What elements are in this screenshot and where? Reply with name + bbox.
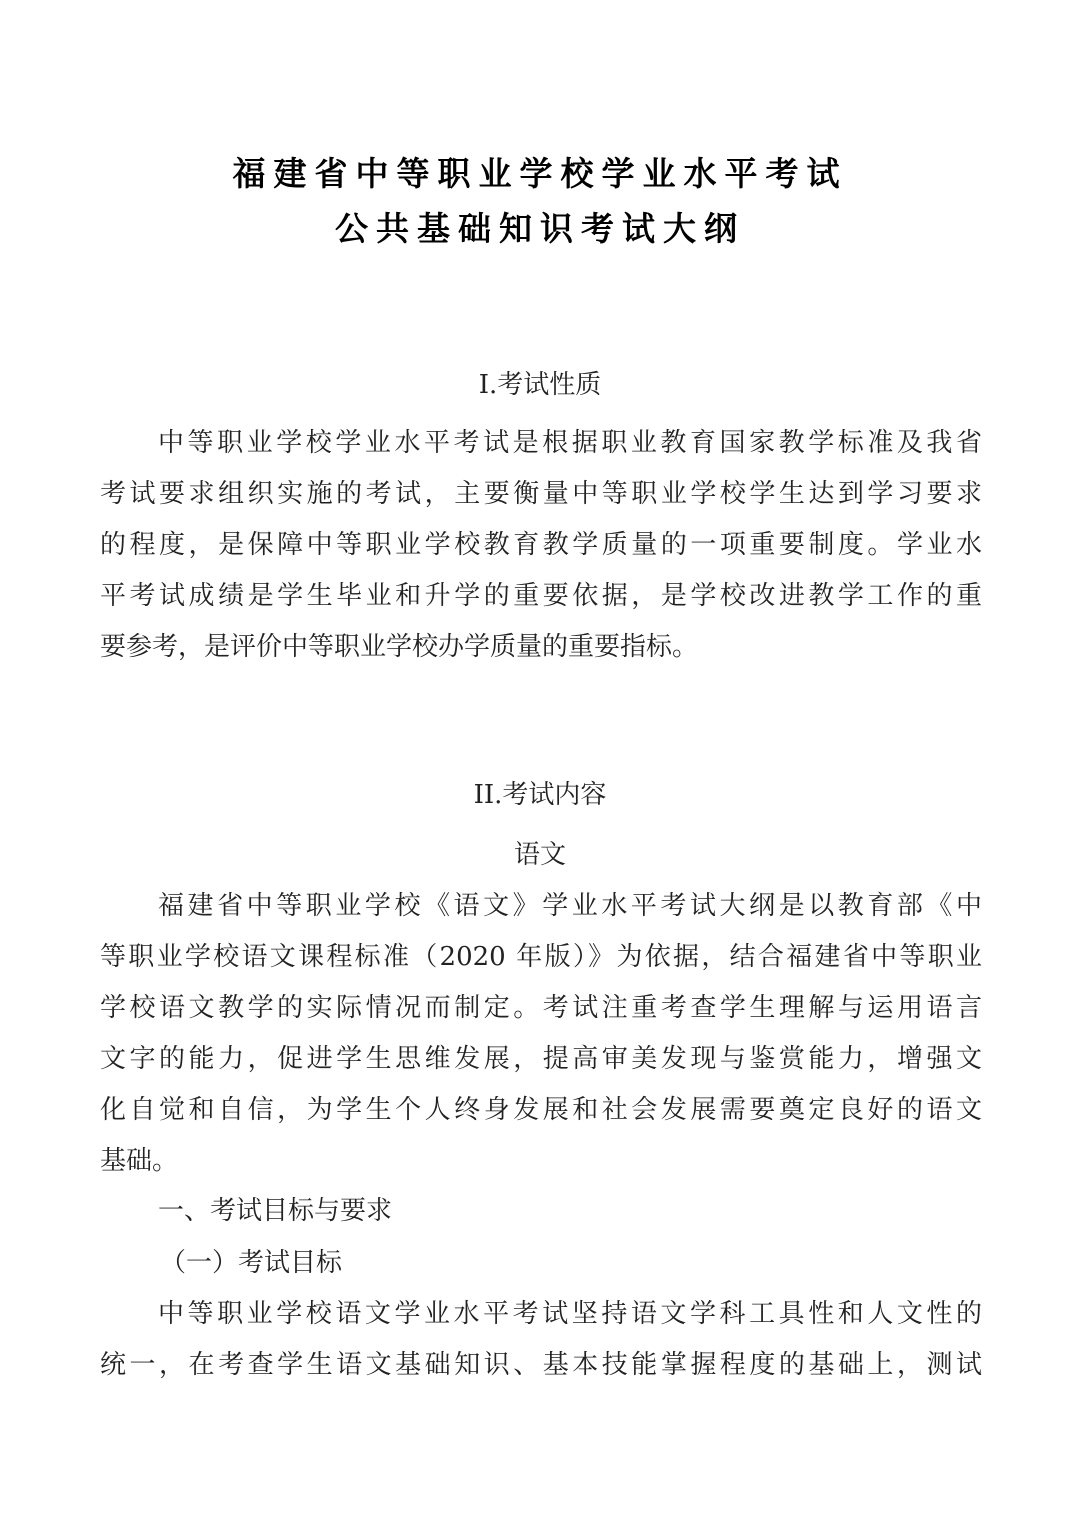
paragraph-line: 化自觉和自信，为学生个人终身发展和社会发展需要奠定良好的语文 [100, 1095, 982, 1125]
subject-heading-chinese: 语文 [513, 840, 566, 870]
paragraph-line: 的程度，是保障中等职业学校教育教学质量的一项重要制度。学业水 [100, 530, 982, 560]
subsection-heading-goals: （一）考试目标 [160, 1248, 343, 1278]
paragraph-line: 考试要求组织实施的考试，主要衡量中等职业学校学生达到学习要求 [100, 479, 982, 509]
document-title-line2: 公共基础知识考试大纲 [335, 209, 745, 248]
section-heading-nature: I.考试性质 [478, 370, 602, 400]
document-title-line1: 福建省中等职业学校学业水平考试 [232, 154, 848, 193]
paragraph-line: 统一，在考查学生语文基础知识、基本技能掌握程度的基础上，测试 [100, 1350, 982, 1380]
section-heading-content: II.考试内容 [473, 780, 607, 810]
paragraph-line: 学校语文教学的实际情况而制定。考试注重考查学生理解与运用语言 [100, 993, 982, 1023]
paragraph-line: 要参考，是评价中等职业学校办学质量的重要指标。 [100, 632, 699, 662]
paragraph-line: 等职业学校语文课程标准（2020 年版）》为依据，结合福建省中等职业 [100, 942, 982, 972]
paragraph-line: 福建省中等职业学校《语文》学业水平考试大纲是以教育部《中 [158, 891, 982, 921]
paragraph-line: 文字的能力，促进学生思维发展，提高审美发现与鉴赏能力，增强文 [100, 1044, 982, 1074]
paragraph-line: 平考试成绩是学生毕业和升学的重要依据，是学校改进教学工作的重 [100, 581, 982, 611]
paragraph-line: 基础。 [100, 1146, 179, 1176]
subsection-heading-goals-requirements: 一、考试目标与要求 [158, 1196, 393, 1226]
paragraph-line: 中等职业学校学业水平考试是根据职业教育国家教学标准及我省 [158, 428, 982, 458]
paragraph-line: 中等职业学校语文学业水平考试坚持语文学科工具性和人文性的 [158, 1299, 982, 1329]
